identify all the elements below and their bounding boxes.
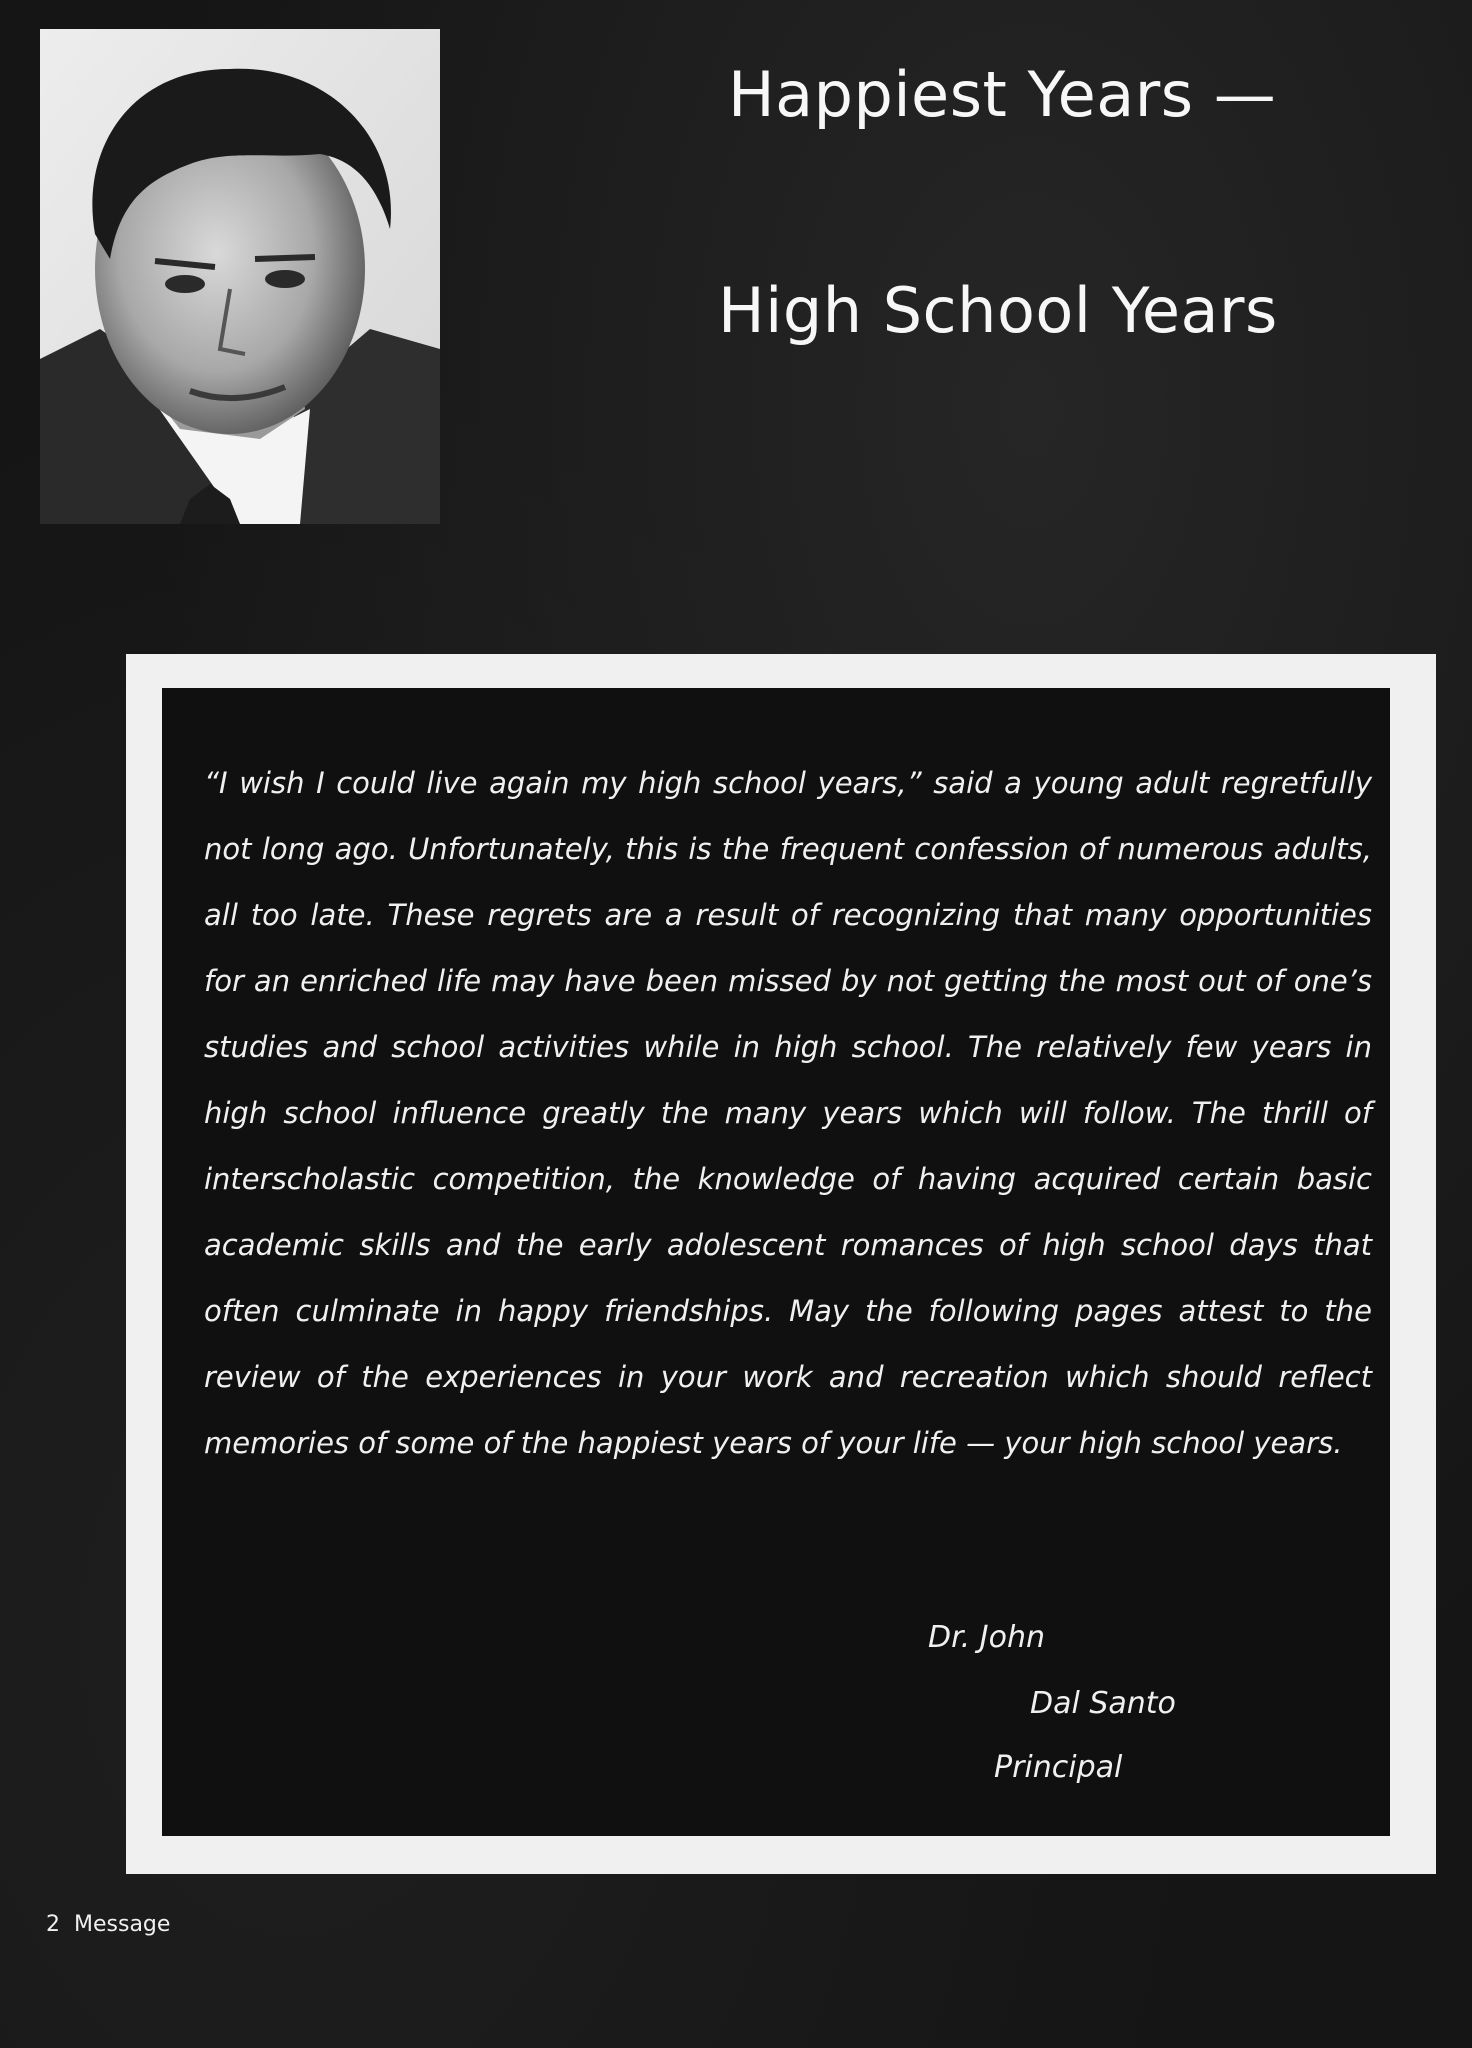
principal-message-text: “I wish I could live again my high school years,” said a young adult regretfully not long ago. Unfortunately, this is the frequent confession of numerous adults, all too late. These regrets are a result of recognizing that many opportunities for an enriched life may have been missed by not getting the most out of one’s studies and school activities while in high school. The relatively few years in high school influence greatly the many years which will follow. The thrill of interscholastic competition, the knowledge of having acquired certain basic academic skills and the early adolescent romances of high school days that often culminate in happy friendships. May the following pages attest to the review of the experiences in your work and recreation which should reflect memories of some of the happiest years of your life — your high school years. <box>204 766 1372 1460</box>
message-panel <box>162 688 1390 1836</box>
message-frame <box>126 654 1436 1874</box>
section-name: Message <box>74 1912 171 1937</box>
page-number: 2 <box>46 1912 60 1937</box>
portrait-photo-icon <box>40 29 440 524</box>
page-title-line-2: High School Years <box>718 274 1278 347</box>
page-title-line-1: Happiest Years — <box>728 58 1277 131</box>
signature-name-last: Dal Santo <box>1030 1686 1176 1721</box>
principal-portrait-photo <box>40 29 440 524</box>
page-folio <box>46 1912 170 1937</box>
signature-role: Principal <box>994 1750 1123 1785</box>
signature-name-first: Dr. John <box>928 1620 1045 1655</box>
